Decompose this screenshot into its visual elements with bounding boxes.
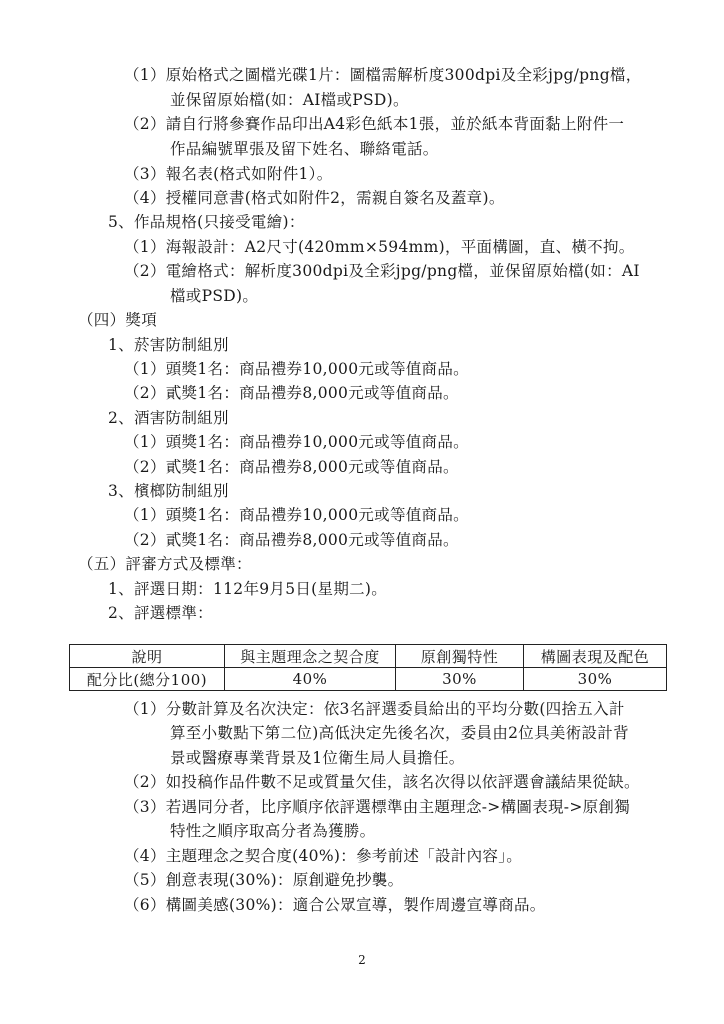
- text-line: （2）貳獎1名：商品禮券8,000元或等值商品。: [124, 531, 459, 549]
- subsection-heading: 1、菸害防制組別: [108, 336, 229, 354]
- text-line: （4）授權同意書(格式如附件2，需親自簽名及蓋章)。: [124, 189, 505, 207]
- text-line: （3）報名表(格式如附件1）。: [124, 165, 333, 183]
- text-line: （1）頭獎1名：商品禮券10,000元或等值商品。: [124, 506, 469, 524]
- section-heading: 5、作品規格(只接受電繪)：: [108, 213, 305, 231]
- text-line: （5）創意表現(30%)：原創避免抄襲。: [124, 871, 404, 889]
- text-line: 檔或PSD)。: [170, 287, 259, 305]
- subsection-heading: 2、評選標準：: [108, 604, 213, 622]
- text-line: （6）構圖美感(30%)：適合公眾宣導，製作周邊宣導商品。: [124, 896, 546, 914]
- table-cell: 30%: [524, 668, 667, 691]
- table-cell: 30%: [396, 668, 524, 691]
- text-line: （2）電繪格式：解析度300dpi及全彩jpg/png檔，並保留原始檔(如：AI: [124, 262, 640, 280]
- section-heading: （四）獎項: [78, 311, 158, 329]
- text-line: （2）貳獎1名：商品禮券8,000元或等值商品。: [124, 458, 459, 476]
- text-line: （1）頭獎1名：商品禮券10,000元或等值商品。: [124, 360, 469, 378]
- text-line: （1）分數計算及名次決定：依3名評選委員給出的平均分數(四捨五入計: [124, 700, 625, 718]
- subsection-heading: 2、酒害防制組別: [108, 409, 229, 427]
- text-line: （1）海報設計：A2尺寸(420mm×594mm)，平面構圖，直、橫不拘。: [124, 238, 635, 256]
- text-line: 並保留原始檔(如：AI檔或PSD)。: [170, 91, 409, 109]
- table-header-cell: 構圖表現及配色: [524, 645, 667, 668]
- text-line: 算至小數點下第二位)高低決定先後名次，委員由2位具美術設計背: [170, 724, 629, 742]
- text-line: （2）請自行將參賽作品印出A4彩色紙本1張，並於紙本背面黏上附件一: [124, 115, 625, 133]
- text-line: 1、評選日期：112年9月5日(星期二)。: [108, 580, 388, 598]
- table-header-cell: 說明: [70, 645, 225, 668]
- table-row: [70, 668, 667, 691]
- table-header-cell: 與主題理念之契合度: [225, 645, 396, 668]
- text-line: （4）主題理念之契合度(40%)：參考前述「設計內容」。: [124, 847, 523, 865]
- scoring-table: [69, 644, 667, 691]
- section-heading: （五）評審方式及標準：: [78, 555, 252, 573]
- page-number: 2: [358, 953, 366, 967]
- text-line: 作品編號單張及留下姓名、聯絡電話。: [170, 140, 439, 158]
- text-line: （3）若遇同分者，比序順序依評選標準由主題理念->構圖表現->原創獨: [124, 798, 631, 816]
- table-cell: 40%: [225, 668, 396, 691]
- table-header-cell: 原創獨特性: [396, 645, 524, 668]
- text-line: （2）如投稿作品件數不足或質量欠佳，該名次得以依評選會議結果從缺。: [124, 773, 640, 791]
- text-line: （1）頭獎1名：商品禮券10,000元或等值商品。: [124, 433, 469, 451]
- text-line: 特性之順序取高分者為獲勝。: [170, 822, 376, 840]
- text-line: （2）貳獎1名：商品禮券8,000元或等值商品。: [124, 384, 459, 402]
- subsection-heading: 3、檳榔防制組別: [108, 482, 229, 500]
- text-line: 景或醫療專業背景及1位衛生局人員擔任。: [170, 749, 465, 767]
- text-line: （1）原始格式之圖檔光碟1片：圖檔需解析度300dpi及全彩jpg/png檔，: [124, 66, 642, 84]
- table-header-row: [70, 645, 667, 668]
- table-row-label: 配分比(總分100): [70, 668, 225, 691]
